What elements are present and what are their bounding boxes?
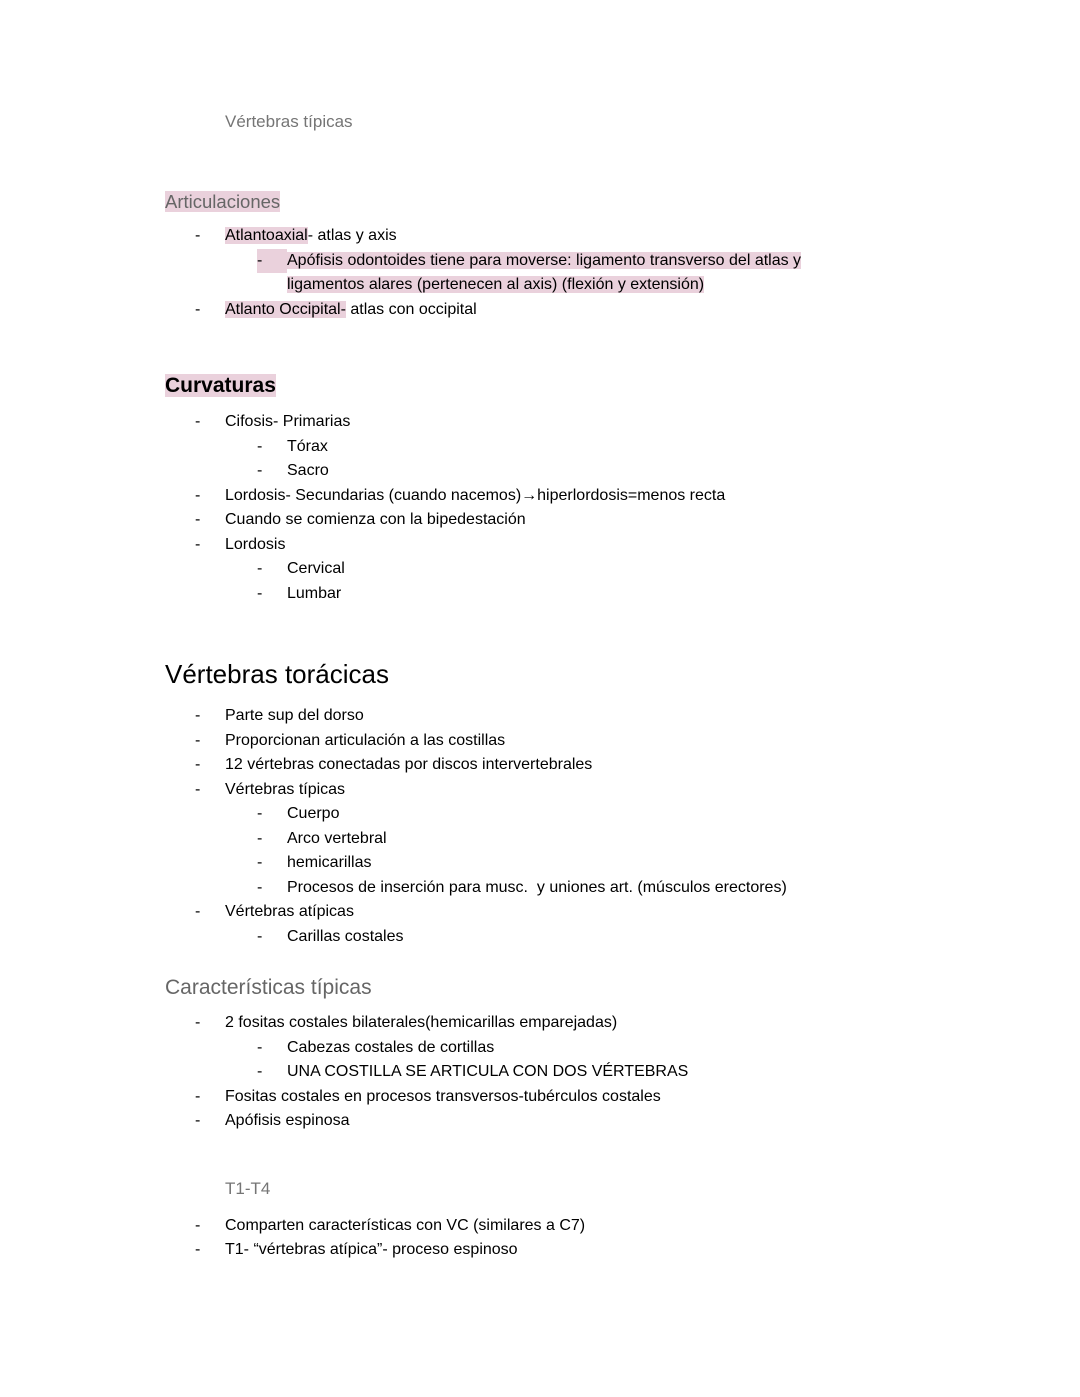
list-item [165,876,915,901]
highlighted-text: Articulaciones [165,191,281,212]
bullet-dash: - [257,829,263,847]
list-item [165,435,915,460]
list-item-text [225,410,350,435]
bullet-dash: - [195,511,201,528]
heading-curvaturas [165,371,915,401]
text-segment: - atlas y axis [307,227,397,244]
text-segment: Cuando se comienza con la bipedestación [225,511,526,528]
text-segment: Proporcionan articulación a las costillas [225,731,506,749]
list-item-text [287,435,328,460]
bullet-dash: - [257,854,263,871]
bullet-dash: - [195,1014,201,1031]
list-item-text [287,925,403,950]
highlighted-text: Atlantoaxial [225,227,308,244]
list-item-text [225,778,345,803]
text-segment: Cabezas costales de cortillas [287,1038,495,1056]
list-item-text [225,224,397,249]
list-item-text [225,1011,617,1036]
bullet-dash: - [195,1216,201,1234]
bullet-dash: - [195,731,201,749]
text-segment: Lordosis [225,535,286,553]
list-item-text [287,249,801,298]
text-segment: Cuerpo [287,805,340,822]
bullet-dash: - [195,903,201,920]
text-segment: T1- “vértebras atípica”- proceso espinoso [225,1241,518,1258]
text-segment: Lumbar [287,584,342,602]
text-segment: Tórax [287,437,328,455]
text-segment: hemicarillas [287,854,372,871]
bullet-dash: - [257,927,263,945]
list-item [165,1214,915,1239]
text-segment: atlas con occipital [345,300,477,318]
list-item [165,1036,915,1061]
section-caracteristicas-tipicas [165,973,915,1134]
list-item [165,753,915,778]
text-segment: Comparten características con VC (similares a C7) [225,1216,586,1234]
bullet-dash: - [257,462,263,479]
list-item-text [225,298,477,323]
bullet-dash: - [257,878,263,896]
subtitle-intro [225,108,915,136]
highlighted-text: Atlanto Occipital- [225,300,346,318]
list-item [165,925,915,950]
section-intro [165,108,915,136]
highlighted-text: Apófisis odontoides tiene para moverse: ligamento transverso del atlas y [287,251,802,269]
text-segment: UNA COSTILLA SE ARTICULA CON DOS VÉRTEBRAS [287,1063,689,1080]
text-segment: Cifosis- Primarias [225,413,351,430]
section-vertebras-toracicas [165,657,915,949]
heading-caracteristicas-tipicas [165,973,915,1003]
list-item-text [287,557,345,582]
heading-vertebras-toracicas [165,657,915,691]
text-segment: Vértebras típicas [225,780,346,798]
bullet-dash: - [257,1038,263,1056]
list-item-text [287,459,329,484]
list-item [165,1109,915,1134]
bullet-dash: - [195,486,201,504]
list-item-text [225,704,364,729]
bullet-dash: - [195,1087,201,1105]
bullet-dash: - [257,437,263,455]
list-item [165,298,915,323]
list-item-text [225,900,354,925]
list-item [165,410,915,435]
bullet-dash: - [195,227,201,244]
list-item-text [287,1036,494,1061]
list-item-text [225,1238,518,1263]
list-item [165,582,915,607]
section-articulaciones [165,188,915,322]
list-item [165,778,915,803]
list-item [165,1060,915,1085]
text-segment: Vértebras torácicas [165,659,389,689]
text-segment: Vértebras típicas [225,112,353,131]
text-segment: Vértebras atípicas [225,903,354,920]
list-item [165,900,915,925]
subtitle-t1-t4 [225,1175,915,1203]
bullet-dash: - [257,584,263,602]
list-item-text [225,1085,661,1110]
list-item-text [287,582,341,607]
list-item [165,704,915,729]
bullet-dash: - [257,249,287,274]
text-segment: Sacro [287,462,329,479]
text-segment: Lordosis- Secundarias (cuando nacemos)→hiperlordosis=menos recta [225,486,726,504]
list-item-text [287,876,787,901]
text-segment: Carillas costales [287,927,404,945]
list-item [165,827,915,852]
list-item-text [225,753,592,778]
bullet-dash: - [195,300,201,318]
text-segment: Apófisis espinosa [225,1112,350,1129]
list-item [165,802,915,827]
list-item [165,1085,915,1110]
list-item-text [225,729,505,754]
bullet-dash: - [195,1241,201,1258]
text-segment: Cervical [287,560,345,577]
bullet-dash: - [195,707,201,724]
list-item-text [287,802,339,827]
list-item-text [287,827,387,852]
list-item [165,851,915,876]
text-segment: Características típicas [165,976,372,999]
bullet-dash: - [195,1112,201,1129]
highlighted-text: Curvaturas [165,374,276,397]
document-content [165,108,915,1263]
text-segment: Arco vertebral [287,829,387,847]
text-segment: Fositas costales en procesos transversos-tubérculos costales [225,1087,661,1105]
list-item [165,1011,915,1036]
section-curvaturas [165,371,915,606]
text-segment: 12 vértebras conectadas por discos intervertebrales [225,756,593,773]
bullet-dash: - [195,756,201,773]
list-item [165,224,915,249]
text-segment: Procesos de inserción para musc. y uniones art. (músculos erectores) [287,878,787,896]
text-segment: Parte sup del dorso [225,707,364,724]
heading-articulaciones [165,188,915,216]
section-t1-t4 [165,1175,915,1263]
bullet-dash: - [257,805,263,822]
list-item [165,508,915,533]
list-item-text [225,508,526,533]
list-item [165,249,915,298]
list-item-text [225,533,285,558]
list-item [165,729,915,754]
bullet-dash: - [195,413,201,430]
list-item [165,533,915,558]
bullet-dash: - [195,780,201,798]
text-segment: 2 fositas costales bilaterales(hemicarillas emparejadas) [225,1014,618,1031]
bullet-dash: - [195,535,201,553]
bullet-dash: - [257,560,263,577]
list-item [165,459,915,484]
list-item [165,1238,915,1263]
list-item-text [225,1214,585,1239]
list-item [165,484,915,509]
list-item-text [225,1109,350,1134]
highlighted-text: ligamentos alares (pertenecen al axis) (flexión y extensión) [287,276,705,293]
list-item-text [287,1060,688,1085]
list-item [165,557,915,582]
list-item-text [225,484,725,509]
text-segment: T1-T4 [225,1178,271,1198]
list-item-text [287,851,371,876]
bullet-dash: - [257,1063,263,1080]
